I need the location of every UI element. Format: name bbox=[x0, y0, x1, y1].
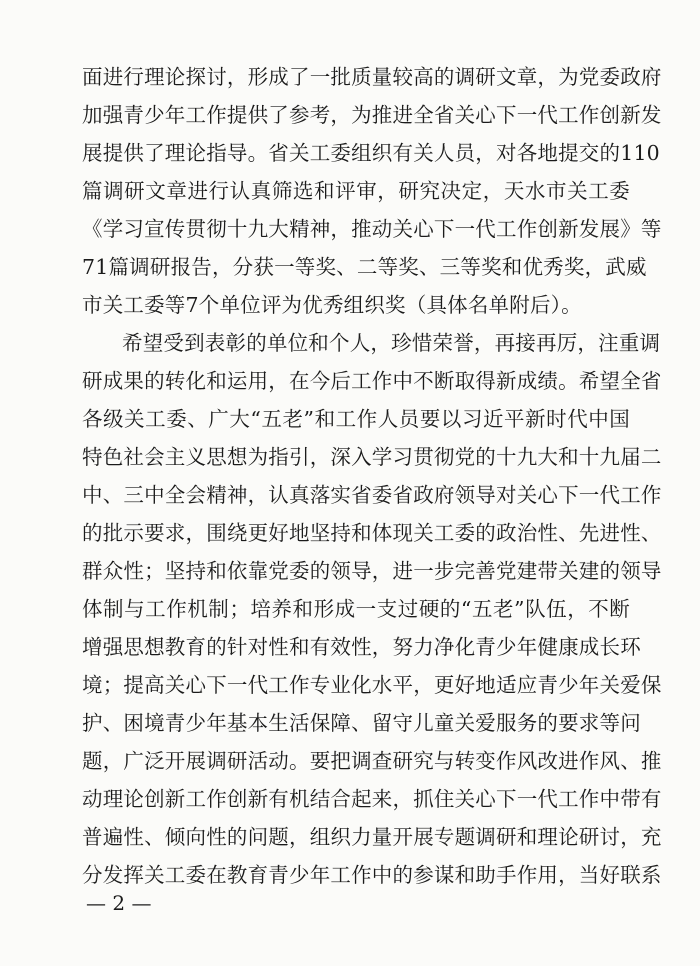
text-line: 71篇调研报告，分获一等奖、二等奖、三等奖和优秀奖，武威 bbox=[82, 255, 647, 279]
text-line: 增强思想教育的针对性和有效性，努力净化青少年健康成长环 bbox=[82, 635, 641, 659]
text-line: 研成果的转化和运用，在今后工作中不断取得新成绩。希望全省 bbox=[82, 369, 662, 393]
page-number: — 2 — bbox=[86, 891, 152, 915]
text-line: 护、困境青少年基本生活保障、留守儿童关爱服务的要求等问 bbox=[82, 711, 641, 735]
text-line: 加强青少年工作提供了参考，为推进全省关心下一代工作创新发 bbox=[82, 103, 662, 127]
text-line: 境；提高关心下一代工作专业化水平，更好地适应青少年关爱保 bbox=[82, 673, 662, 697]
text-line: 展提供了理论指导。省关工委组织有关人员，对各地提交的110 bbox=[82, 141, 660, 165]
text-line: 分发挥关工委在教育青少年工作中的参谋和助手作用，当好联系 bbox=[82, 863, 662, 887]
text-line: 篇调研文章进行认真筛选和评审，研究决定，天水市关工委 bbox=[82, 179, 630, 203]
text-line: 群众性；坚持和依靠党委的领导，进一步完善党建带关建的领导 bbox=[82, 559, 662, 583]
text-line: 体制与工作机制；培养和形成一支过硬的“五老”队伍，不断 bbox=[82, 597, 630, 621]
text-line: 中、三中全会精神，认真落实省委省政府领导对关心下一代工作 bbox=[82, 483, 662, 507]
text-line: 希望受到表彰的单位和个人，珍惜荣誉，再接再厉，注重调 bbox=[122, 331, 661, 355]
text-line: 的批示要求，围绕更好地坚持和体现关工委的政治性、先进性、 bbox=[82, 521, 662, 545]
text-line: 特色社会主义思想为指引，深入学习贯彻党的十九大和十九届二 bbox=[82, 445, 662, 469]
text-line: 面进行理论探讨，形成了一批质量较高的调研文章，为党委政府 bbox=[82, 65, 662, 89]
text-line: 动理论创新工作创新有机结合起来，抓住关心下一代工作中带有 bbox=[82, 787, 662, 811]
text-line: 各级关工委、广大“五老”和工作人员要以习近平新时代中国 bbox=[82, 407, 630, 431]
text-line: 《学习宣传贯彻十九大精神，推动关心下一代工作创新发展》等 bbox=[82, 217, 662, 241]
text-line: 普遍性、倾向性的问题，组织力量开展专题调研和理论研讨，充 bbox=[82, 825, 662, 849]
text-line: 市关工委等7个单位评为优秀组织奖（具体名单附后）。 bbox=[82, 293, 582, 317]
text-line: 题，广泛开展调研活动。要把调查研究与转变作风改进作风、推 bbox=[82, 749, 662, 773]
